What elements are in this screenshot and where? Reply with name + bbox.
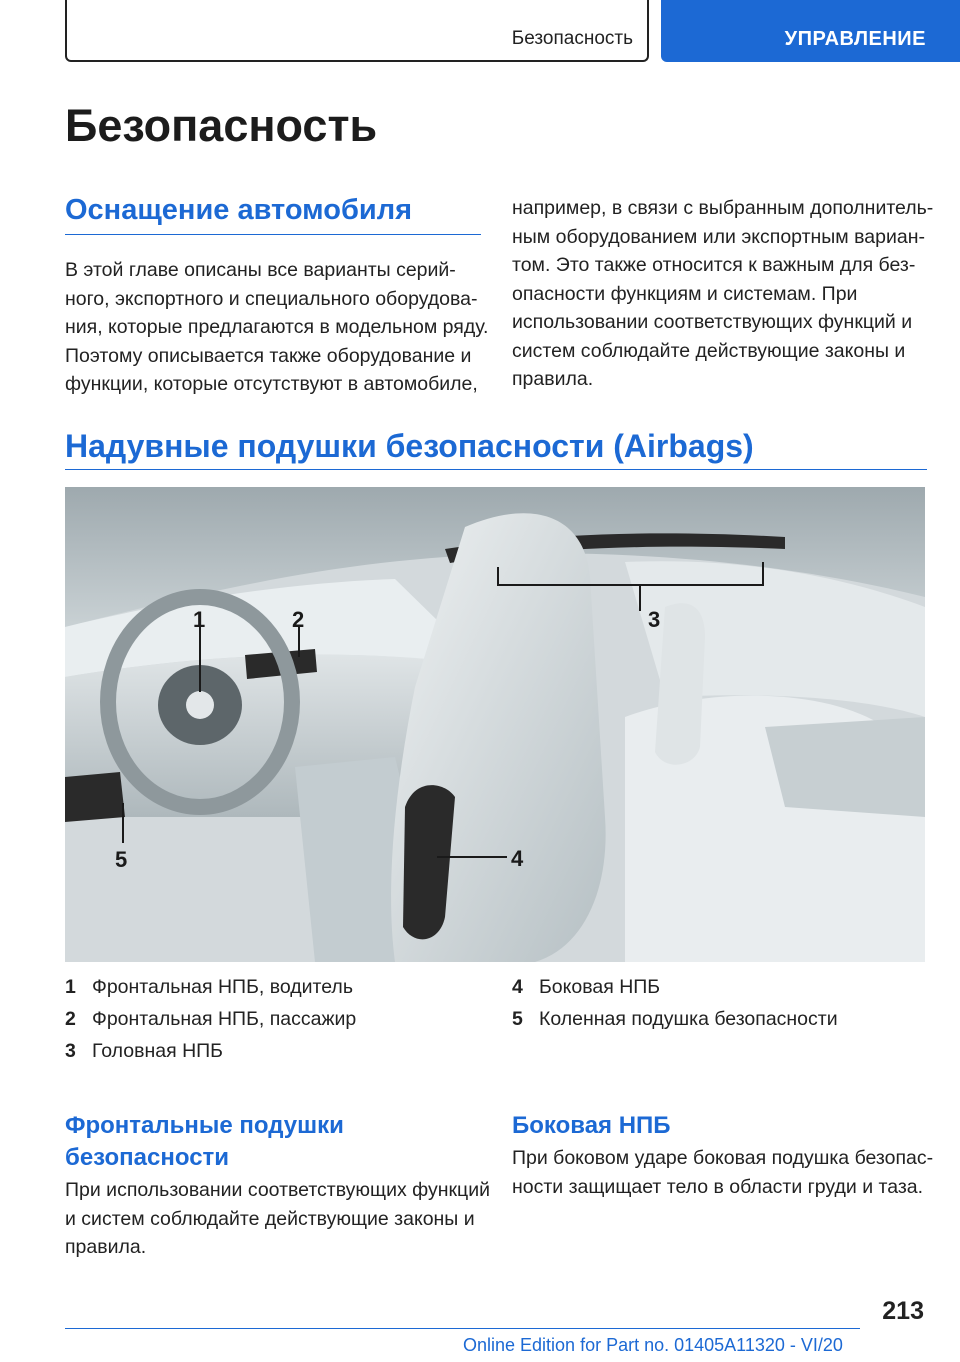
text-line: ного, экспортного и специального оборудова-: [65, 287, 478, 310]
text-line: ным оборудованием или экспортным вариан-: [512, 225, 925, 248]
legend-text: Головная НПБ: [92, 1040, 223, 1062]
text-line: В этой главе описаны все варианты серий-: [65, 259, 456, 281]
header-section-tab: [65, 0, 649, 62]
text-line: правила.: [512, 368, 594, 390]
callout-2: 2: [292, 607, 305, 632]
legend-number: 3: [65, 1040, 76, 1062]
section-rule: [65, 234, 481, 235]
figure-legend-right: [512, 976, 932, 1040]
text-line: том. Это также относится к важным для без-: [512, 254, 916, 276]
callout-5: 5: [115, 847, 128, 872]
section-heading-equipment: Оснащение автомобиля: [65, 194, 413, 226]
side-airbag-text: [512, 1144, 933, 1201]
legend-number: 1: [65, 976, 76, 998]
legend-text: Фронтальная НПБ, водитель: [92, 976, 353, 998]
legend-text: Фронтальная НПБ, пассажир: [92, 1008, 357, 1030]
text-line: правила.: [65, 1236, 147, 1258]
text-line: ности защищает тело в области груди и таза.: [512, 1175, 924, 1198]
legend-text: Коленная подушка безопасности: [539, 1008, 838, 1030]
text-line: и систем соблюдайте действующие законы и: [65, 1207, 475, 1230]
section1-col1: [65, 256, 488, 399]
text-line: например, в связи с выбранным дополнитель-: [512, 197, 934, 219]
footer-edition: Online Edition for Part no. 01405A11320 - VI/20: [463, 1335, 843, 1355]
header-chapter-tab: [661, 0, 960, 62]
page-number: 213: [882, 1297, 924, 1325]
section1-col2: [512, 194, 933, 394]
subsection-heading-front-airbags: [65, 1110, 344, 1174]
legend-number: 2: [65, 1008, 76, 1030]
text-line: систем соблюдайте действующие законы и: [512, 339, 906, 362]
text-line: использовании соответствующих функций и: [512, 311, 913, 333]
figure-legend-left: [65, 976, 485, 1071]
header-chapter-label: УПРАВЛЕНИЕ: [784, 28, 926, 50]
header-section-label: Безопасность: [511, 28, 633, 49]
legend-text: Боковая НПБ: [539, 976, 661, 998]
legend-number: 5: [512, 1008, 523, 1030]
text-line: опасности функциям и системам. При: [512, 282, 858, 305]
callout-3: 3: [648, 607, 661, 632]
footer-rule: [65, 1328, 860, 1329]
callout-4: 4: [511, 846, 524, 871]
heading-line: безопасности: [65, 1144, 230, 1171]
text-line: При боковом ударе боковая подушка безопас-: [512, 1147, 934, 1169]
page-title: Безопасность: [65, 100, 378, 151]
text-line: При использовании соответствующих функций: [65, 1179, 490, 1201]
heading-line: Фронтальные подушки: [65, 1112, 344, 1139]
front-airbags-text: [65, 1176, 490, 1262]
subsection-heading-side-airbag: [512, 1110, 671, 1142]
heading-line: Боковая НПБ: [512, 1112, 671, 1139]
section-heading-airbags: Надувные подушки безопасности (Airbags): [65, 428, 754, 464]
section-rule: [65, 469, 927, 470]
callout-1: 1: [193, 607, 206, 632]
text-line: Поэтому описывается также оборудование и: [65, 344, 472, 367]
airbag-illustration: [65, 487, 925, 962]
legend-number: 4: [512, 976, 523, 998]
text-line: функции, которые отсутствуют в автомобиле,: [65, 373, 478, 395]
text-line: ния, которые предлагаются в модельном ряду.: [65, 316, 489, 338]
